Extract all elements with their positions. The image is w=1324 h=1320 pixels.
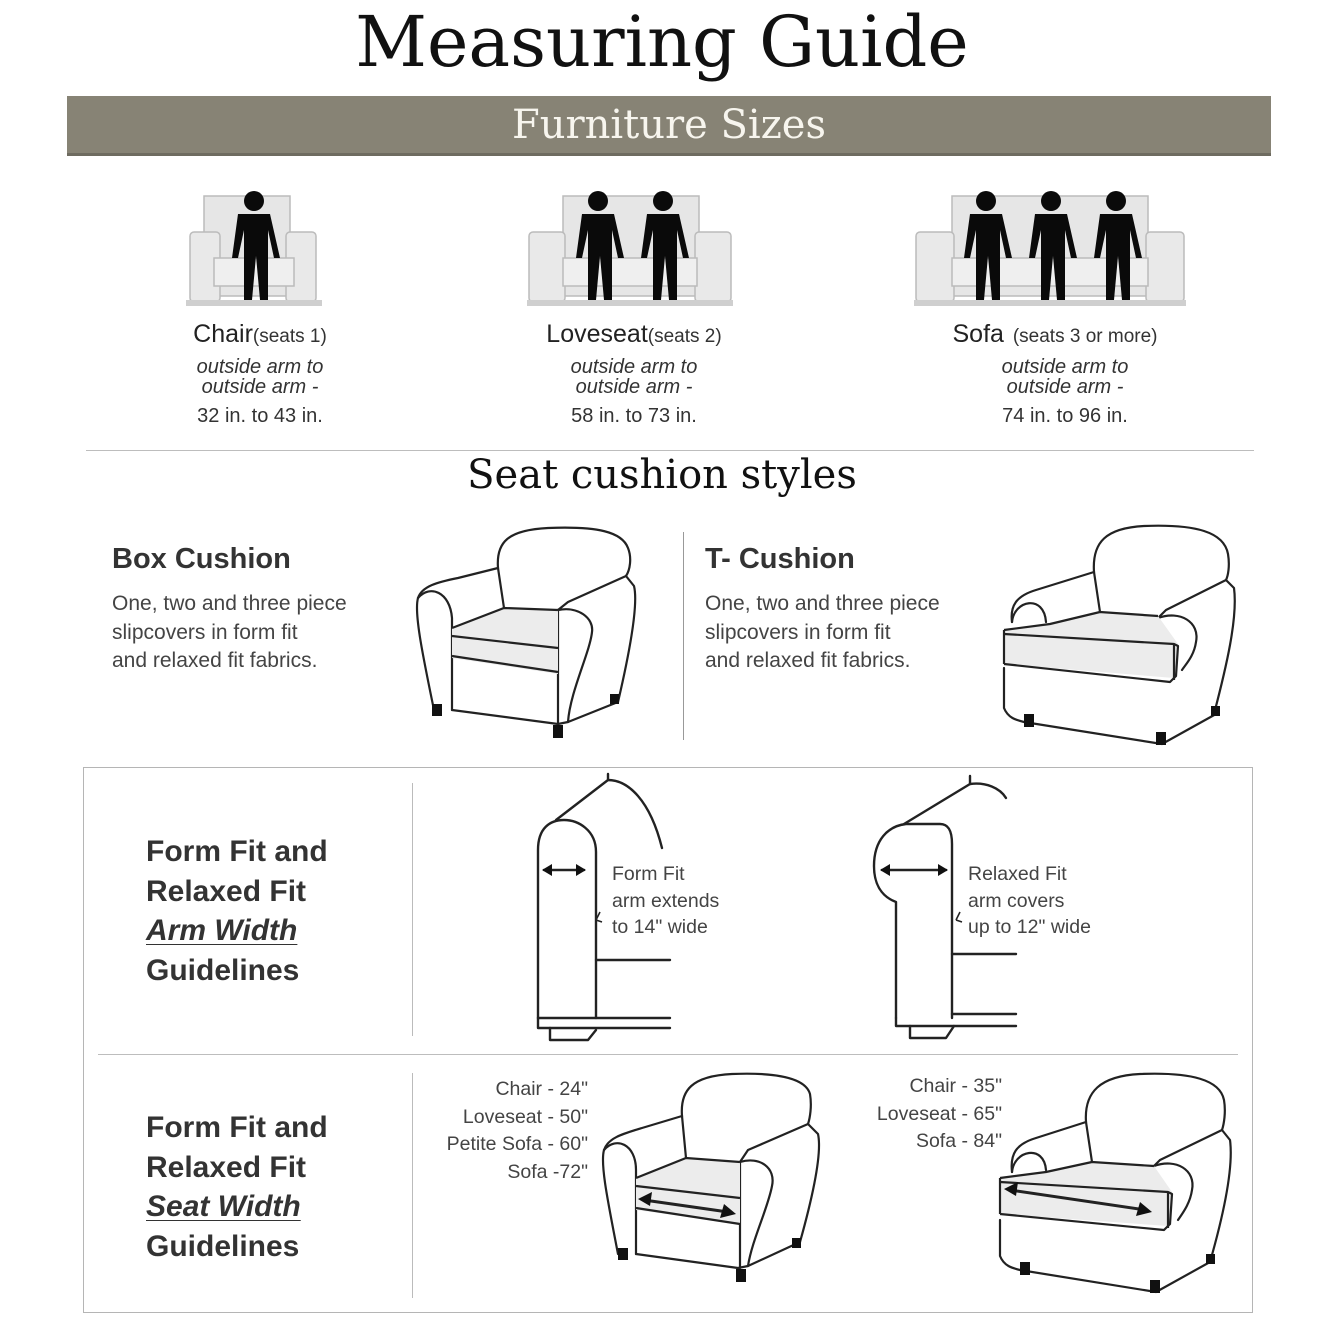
- cushion-heading: T- Cushion: [705, 543, 855, 575]
- furniture-chair: [150, 320, 370, 428]
- furniture-desc: outside arm to: [1001, 356, 1129, 378]
- furniture-loveseat: [509, 320, 759, 428]
- guide-line: Relaxed Fit: [146, 1150, 307, 1184]
- furniture-desc: outside arm -: [201, 376, 319, 398]
- size-line: Petite Sofa - 60": [446, 1133, 588, 1155]
- cushion-heading: Box Cushion: [112, 543, 291, 575]
- cushion-desc: slipcovers in form fit: [705, 620, 891, 644]
- guide-line: Form Fit and: [146, 1111, 328, 1144]
- size-line: Loveseat - 50": [462, 1105, 588, 1128]
- box-cushion-text: [112, 543, 412, 676]
- size-line: Sofa -72": [507, 1160, 588, 1183]
- form-fit-seat-sizes: [420, 1076, 588, 1186]
- arm-width-label: [146, 832, 328, 990]
- furniture-sizes-banner: [67, 96, 1271, 156]
- section-divider: [86, 450, 1254, 451]
- furniture-desc: outside arm to: [196, 356, 324, 378]
- note-line: arm extends: [612, 889, 720, 912]
- furniture-range: 58 in. to 73 in.: [571, 405, 697, 427]
- relaxed-fit-seat-chair-icon: [996, 1070, 1240, 1302]
- note-line: to 14" wide: [612, 916, 708, 938]
- guidelines-divider: [98, 1054, 1238, 1055]
- furniture-name: Chair: [193, 320, 253, 348]
- furniture-desc: outside arm -: [575, 376, 693, 398]
- t-cushion-text: [705, 543, 1005, 676]
- page-title: Measuring Guide: [355, 1, 969, 83]
- furniture-sofa: [920, 320, 1190, 428]
- note-line: Form Fit: [612, 863, 685, 885]
- cushion-desc: and relaxed fit fabrics.: [112, 649, 318, 672]
- furniture-desc: outside arm to: [570, 356, 698, 378]
- chair-one-person-icon: [186, 188, 326, 310]
- box-cushion-armchair-icon: [408, 522, 640, 742]
- banner-title: Furniture Sizes: [511, 102, 826, 148]
- cushion-desc: slipcovers in form fit: [112, 620, 298, 644]
- size-line: Chair - 24": [495, 1078, 588, 1100]
- furniture-desc: outside arm -: [1006, 376, 1124, 398]
- form-fit-arm-note: [612, 861, 719, 941]
- form-fit-seat-chair-icon: [596, 1072, 832, 1284]
- furniture-range: 74 in. to 96 in.: [1002, 405, 1128, 427]
- guide-emphasis: Seat Width: [146, 1190, 301, 1223]
- furniture-range: 32 in. to 43 in.: [197, 405, 323, 427]
- loveseat-two-people-icon: [527, 188, 733, 310]
- cushion-desc: One, two and three piece: [705, 592, 940, 615]
- guide-line: Guidelines: [146, 1229, 300, 1263]
- sofa-three-people-icon: [914, 188, 1186, 310]
- cushion-divider: [683, 532, 684, 740]
- guide-line: Guidelines: [146, 953, 300, 987]
- note-line: Relaxed Fit: [968, 863, 1067, 885]
- arm-width-divider: [412, 783, 413, 1036]
- relaxed-fit-seat-sizes: [840, 1073, 1002, 1156]
- guide-emphasis: Arm Width: [146, 914, 298, 947]
- guide-line: Form Fit and: [146, 835, 328, 868]
- size-line: Loveseat - 65": [876, 1102, 1002, 1125]
- cushion-styles-title: Seat cushion styles: [467, 452, 857, 498]
- size-line: Sofa - 84": [915, 1130, 1002, 1152]
- furniture-name: Sofa: [952, 320, 1004, 348]
- furniture-seats: (seats 3 or more): [1012, 326, 1158, 347]
- furniture-seats: (seats 1): [252, 326, 327, 347]
- t-cushion-armchair-icon: [996, 518, 1236, 750]
- note-line: arm covers: [968, 889, 1065, 912]
- size-line: Chair - 35": [909, 1075, 1002, 1097]
- seat-width-divider: [412, 1073, 413, 1298]
- guide-line: Relaxed Fit: [146, 874, 307, 908]
- furniture-seats: (seats 2): [647, 326, 722, 347]
- seat-width-label: [146, 1108, 328, 1266]
- note-line: up to 12" wide: [968, 916, 1091, 938]
- furniture-name: Loveseat: [546, 320, 648, 348]
- cushion-desc: One, two and three piece: [112, 592, 347, 615]
- cushion-desc: and relaxed fit fabrics.: [705, 649, 911, 672]
- relaxed-fit-arm-note: [968, 861, 1091, 941]
